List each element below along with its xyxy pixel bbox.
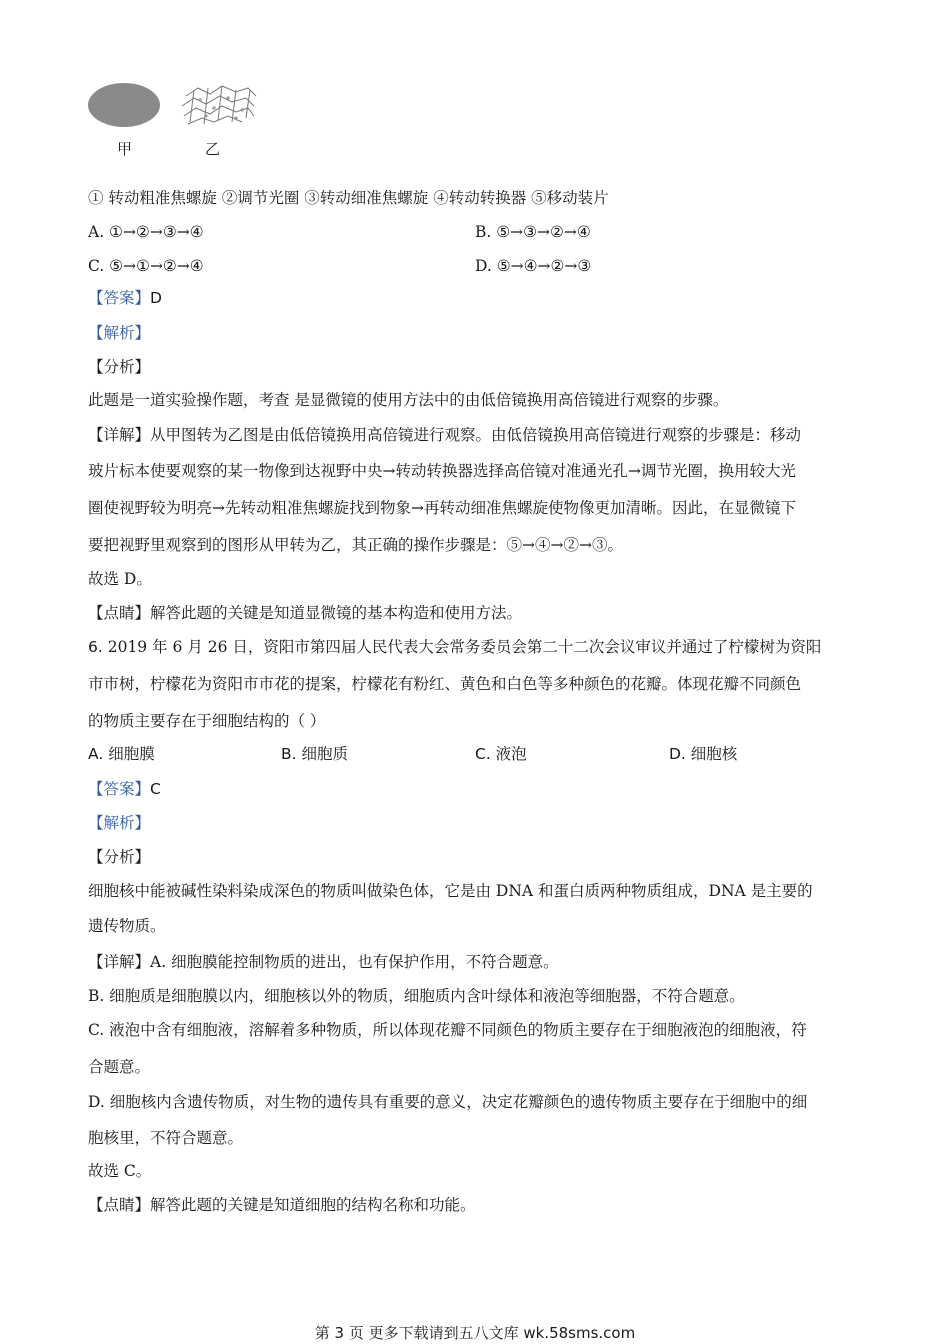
q6-fenxi-tag: 【分析】 [88,848,151,866]
detail-tag: 【详解】 [88,426,151,444]
page-footer: 第 3 页 更多下载请到五八文库 wk.58sms.com [314,1324,636,1342]
microscope-figure [86,78,266,162]
q6-option-b [281,743,348,765]
dianjing-tag: 【点睛】 [88,1196,151,1214]
q5-option-c: C. ⑤→①→②→④ [88,257,204,275]
question-number: 6. [88,638,103,656]
q5-detail-line-2: 玻片标本使要观察的某一物像到达视野中央→转动转换器选择高倍镜对准通光孔→调节光圈，换用较大光 [88,462,796,480]
q6-detail-a [88,951,559,973]
detail-tag: 【详解】 [88,953,151,971]
q5-detail-line-4: 要把视野里观察到的图形从甲转为乙，其正确的操作步骤是：⑤→④→②→③。 [88,536,623,554]
q6-detail-d-line-2: 胞核里，不符合题意。 [88,1129,244,1147]
option-text: 液泡 [490,745,527,763]
option-letter: C. [475,745,491,763]
q5-fenxi-text: 此题是一道实验操作题，考查 是显微镜的使用方法中的由低倍镜换用高倍镜进行观察的步骤。 [88,391,729,409]
q6-fenxi-line-1: 细胞核中能被碱性染料染成深色的物质叫做染色体，它是由 DNA 和蛋白质两种物质组成，DNA 是主要的 [88,882,813,900]
q5-option-b: B. ⑤→③→②→④ [475,223,591,241]
q6-choose: 故选 C。 [88,1162,152,1180]
q6-stem-line-2: 市市树，柠檬花为资阳市市花的提案，柠檬花有粉红、黄色和白色等多种颜色的花瓣。体现花瓣不同颜色 [88,675,802,693]
q5-detail-line-1 [88,424,801,446]
option-letter: D. [669,745,686,763]
answer-tag: 【答案】 [88,780,151,798]
answer-tag: 【答案】 [88,289,151,307]
detail-text: A. 细胞膜能控制物质的进出，也有保护作用，不符合题意。 [150,953,559,971]
q5-answer [88,287,162,309]
answer-value: C [150,780,161,798]
dianjing-tag: 【点睛】 [88,604,151,622]
q6-detail-b: B. 细胞质是细胞膜以内，细胞核以外的物质，细胞质内含叶绿体和液泡等细胞器，不符合题意。 [88,987,745,1005]
q6-jiexi-tag: 【解析】 [88,814,151,832]
q6-detail-c-line-1: C. 液泡中含有细胞液，溶解着多种物质，所以体现花瓣不同颜色的物质主要存在于细胞液泡的细胞液，符 [88,1021,807,1039]
q5-option-a: A. ①→②→③→④ [88,223,204,241]
figure-label-yi: 乙 [205,140,221,158]
q6-option-d [669,743,737,765]
q5-choose: 故选 D。 [88,570,152,588]
q6-dianjing [88,1194,476,1216]
figure-label-jia: 甲 [117,140,133,158]
q5-fenxi-tag: 【分析】 [88,358,151,376]
q6-detail-d-line-1: D. 细胞核内含遗传物质，对生物的遗传具有重要的意义，决定花瓣颜色的遗传物质主要存在于细胞中的细 [88,1093,808,1111]
q5-detail-line-3: 圈使视野较为明亮→先转动粗准焦螺旋找到物象→再转动细准焦螺旋使物像更加清晰。因此，在显微镜下 [88,499,796,517]
q6-fenxi-line-2: 遗传物质。 [88,917,166,935]
q6-answer [88,778,161,800]
q6-stem-text: 2019 年 6 月 26 日，资阳市第四届人民代表大会常务委员会第二十二次会议审议并通过了柠檬树为资阳 [102,638,822,656]
q6-stem-line-3: 的物质主要存在于细胞结构的（ ） [88,712,326,730]
q6-detail-c-line-2: 合题意。 [88,1058,151,1076]
low-magnification-view [88,83,160,127]
q5-steps: ① 转动粗准焦螺旋 ②调节光圈 ③转动细准焦螺旋 ④转动转换器 ⑤移动装片 [88,189,609,207]
option-text: 细胞质 [296,745,348,763]
answer-value: D [150,289,162,307]
q6-option-c [475,743,527,765]
dianjing-text: 解答此题的关键是知道显微镜的基本构造和使用方法。 [150,604,523,622]
high-magnification-cells [182,86,256,124]
option-text: 细胞膜 [103,745,155,763]
q6-stem-line-1 [88,636,821,658]
option-letter: A. [88,745,104,763]
option-text: 细胞核 [685,745,738,763]
dianjing-text: 解答此题的关键是知道细胞的结构名称和功能。 [150,1196,476,1214]
detail-text: 从甲图转为乙图是由低倍镜换用高倍镜进行观察。由低倍镜换用高倍镜进行观察的步骤是：移动 [150,426,802,444]
q5-option-d: D. ⑤→④→②→③ [475,257,592,275]
q6-option-a [88,743,155,765]
option-letter: B. [281,745,297,763]
q5-dianjing [88,602,522,624]
q5-jiexi-tag: 【解析】 [88,324,151,342]
